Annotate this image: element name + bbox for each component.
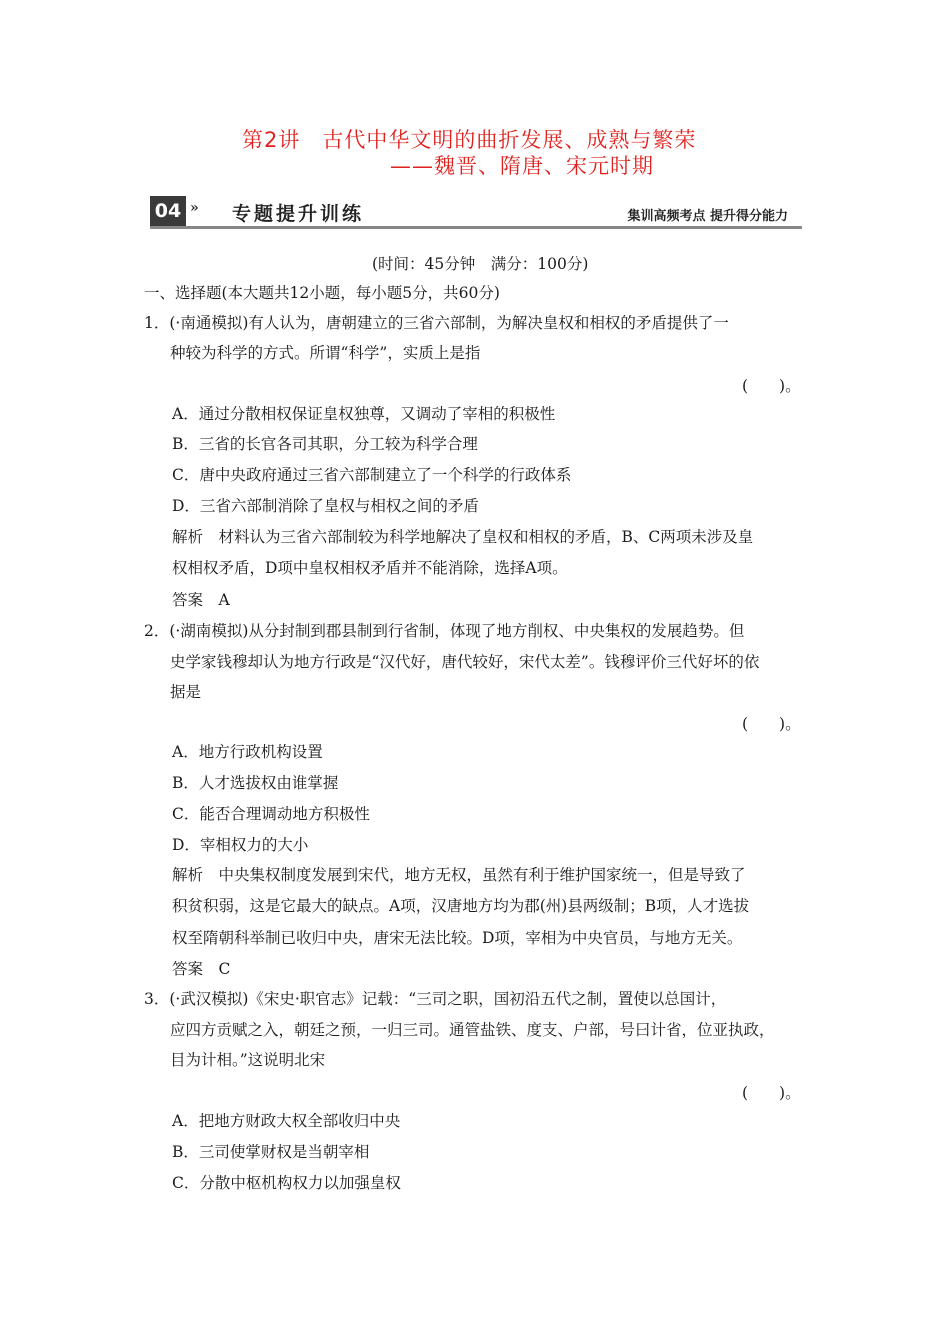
explanation-line: 权至隋朝科举制已收归中央，唐宋无法比较。D项，宰相为中央官员，与地方无关。	[172, 929, 743, 947]
option-b: B．三司使掌财权是当朝宰相	[172, 1143, 370, 1161]
banner-divider	[150, 226, 802, 229]
option-a: A．通过分散相权保证皇权独尊，又调动了宰相的积极性	[172, 405, 556, 423]
double-arrow-icon: »	[190, 200, 199, 216]
option-a: A．把地方财政大权全部收归中央	[172, 1112, 401, 1130]
option-b: B．人才选拔权由谁掌握	[172, 774, 339, 792]
question-stem-line: 种较为科学的方式。所谓“科学”，实质上是指	[170, 344, 481, 362]
question-stem-line: 应四方贡赋之入，朝廷之预，一归三司。通管盐铁、度支、户部，号曰计省，位亚执政，	[170, 1021, 775, 1039]
question-stem-line: 史学家钱穆却认为地方行政是“汉代好，唐代较好，宋代太差”。钱穆评价三代好坏的依	[170, 653, 760, 671]
explanation-line: 解析 材料认为三省六部制较为科学地解决了皇权和相权的矛盾，B、C两项未涉及皇	[172, 528, 754, 546]
banner-title: 专题提升训练	[232, 203, 365, 225]
answer-line: 答案 C	[172, 960, 231, 978]
option-a: A．地方行政机构设置	[172, 743, 323, 761]
section-banner	[150, 196, 802, 230]
option-d: D．三省六部制消除了皇权与相权之间的矛盾	[172, 497, 479, 515]
explanation-line: 解析 中央集权制度发展到宋代，地方无权，虽然有利于维护国家统一，但是导致了	[172, 866, 746, 884]
answer-line: 答案 A	[172, 591, 230, 609]
explanation-line: 权相权矛盾，D项中皇权相权矛盾并不能消除，选择A项。	[172, 559, 568, 577]
time-score-line: (时间：45分钟 满分：100分)	[372, 255, 589, 273]
option-c: C．分散中枢机构权力以加强皇权	[172, 1174, 401, 1192]
banner-badge: 04	[150, 196, 186, 226]
option-d: D．宰相权力的大小	[172, 836, 309, 854]
question-stem-line: 1．(·南通模拟)有人认为，唐朝建立的三省六部制，为解决皇权和相权的矛盾提供了一	[144, 314, 729, 332]
answer-blank: ( )。	[742, 1084, 801, 1102]
page-title-line2: ——魏晋、隋唐、宋元时期	[390, 154, 654, 178]
option-c: C．能否合理调动地方积极性	[172, 805, 370, 823]
page-title-line1: 第2讲 古代中华文明的曲折发展、成熟与繁荣	[242, 128, 697, 152]
option-b: B．三省的长官各司其职，分工较为科学合理	[172, 435, 478, 453]
question-stem-line: 3．(·武汉模拟)《宋史·职官志》记载：“三司之职，国初沿五代之制，置使以总国计，	[144, 990, 727, 1008]
banner-subtitle: 集训高频考点 提升得分能力	[627, 209, 788, 224]
answer-blank: ( )。	[742, 715, 801, 733]
explanation-line: 积贫积弱，这是它最大的缺点。A项，汉唐地方均为郡(州)县两级制；B项，人才选拔	[172, 897, 750, 915]
question-stem-line: 据是	[170, 683, 202, 701]
answer-blank: ( )。	[742, 377, 801, 395]
option-c: C．唐中央政府通过三省六部制建立了一个科学的行政体系	[172, 466, 572, 484]
question-stem-line: 2．(·湖南模拟)从分封制到郡县制到行省制，体现了地方削权、中央集权的发展趋势。但	[144, 622, 745, 640]
question-stem-line: 目为计相。”这说明北宋	[170, 1051, 326, 1069]
section-heading: 一、选择题(本大题共12小题，每小题5分，共60分)	[144, 284, 500, 302]
